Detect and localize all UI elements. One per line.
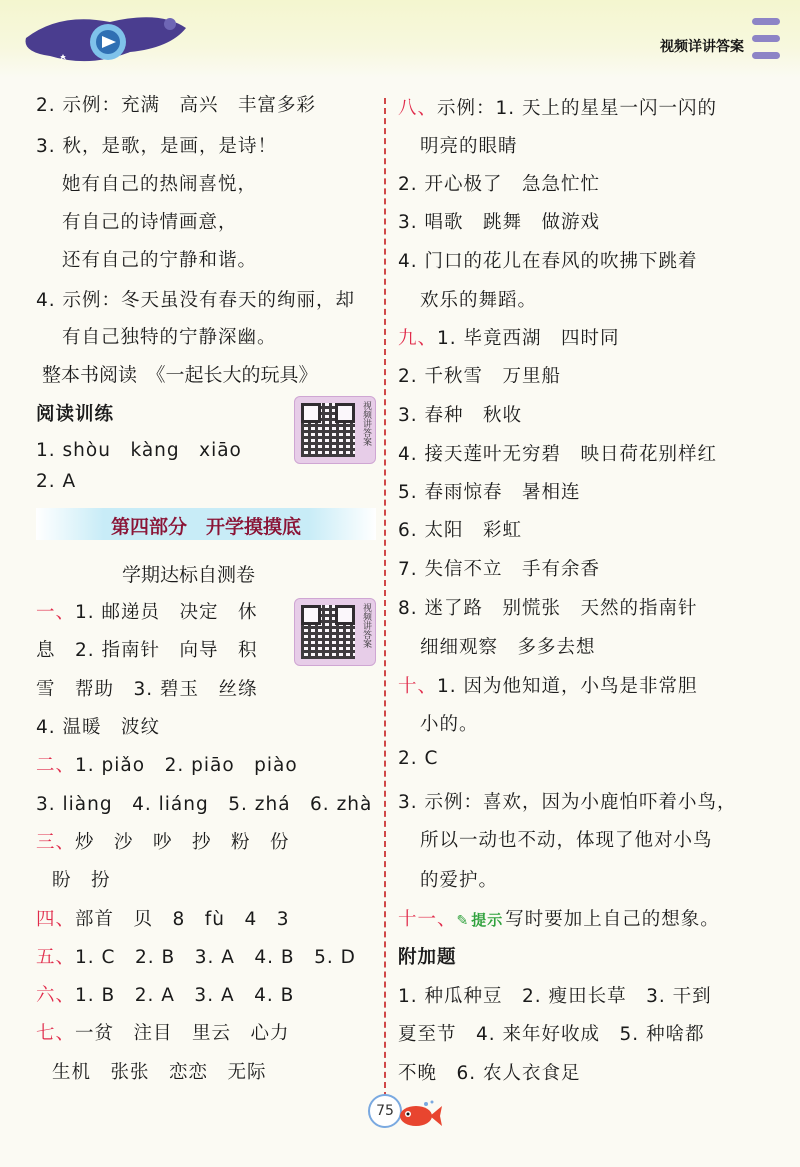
qr-code[interactable] xyxy=(294,396,376,464)
answer-line: 4. 接天莲叶无穷碧 映日荷花别样红 xyxy=(398,444,718,465)
answer-line: 6. 太阳 彩虹 xyxy=(398,520,523,541)
answer-line: 7. 失信不立 手有余香 xyxy=(398,559,601,580)
answer-line: 3. 春种 秋收 xyxy=(398,405,523,426)
answer-line: 1. 种瓜种豆 2. 瘦田长草 3. 干到 xyxy=(398,986,712,1007)
answer-line: 3. 秋，是歌，是画，是诗！ xyxy=(36,136,278,157)
answer-line: 2. 开心极了 急急忙忙 xyxy=(398,174,601,195)
answer-line: 3. 唱歌 跳舞 做游戏 xyxy=(398,212,601,233)
answer-line: 一、1. 邮递员 决定 休 xyxy=(36,602,258,623)
tip-icon: ✎ xyxy=(456,913,470,929)
header-title: 视频详讲答案 xyxy=(660,39,744,55)
answer-line: 六、1. B 2. A 3. A 4. B xyxy=(36,985,295,1006)
section-subtitle: 阅读训练 xyxy=(36,404,115,425)
column-divider xyxy=(384,98,386,1098)
answer-line: 4. 温暖 波纹 xyxy=(36,717,161,738)
answer-line: 息 2. 指南针 向导 积 xyxy=(36,640,258,661)
space-decoration-icon xyxy=(20,8,190,70)
answer-line: 细细观察 多多去想 xyxy=(420,637,596,658)
qr-code[interactable] xyxy=(294,598,376,666)
answer-line: 4. 示例：冬天虽没有春天的绚丽，却 xyxy=(36,290,356,311)
answer-line: 四、部首 贝 8 fù 4 3 xyxy=(36,909,290,930)
answer-line: 明亮的眼睛 xyxy=(420,136,518,157)
tip-label: 提示 xyxy=(471,911,504,929)
header-stripes xyxy=(752,18,780,70)
answer-line: 8. 迷了路 别慌张 天然的指南针 xyxy=(398,598,698,619)
answer-line: 3. 示例：喜欢，因为小鹿怕吓着小鸟， xyxy=(398,792,737,813)
qr-code-image xyxy=(301,403,355,457)
answer-line: 有自己独特的宁静深幽。 xyxy=(62,327,277,348)
answer-line: 5. 春雨惊春 暑相连 xyxy=(398,482,581,503)
page-number: 75 xyxy=(368,1094,402,1128)
answer-line: 生机 张张 恋恋 无际 xyxy=(52,1062,267,1083)
qr-label: 视频讲答案 xyxy=(361,603,371,648)
section-subtitle: 附加题 xyxy=(398,947,457,968)
answer-line: 有自己的诗情画意， xyxy=(62,212,238,233)
answer-line: 五、1. C 2. B 3. A 4. B 5. D xyxy=(36,947,356,968)
answer-line: 七、一贫 注目 里云 心力 xyxy=(36,1023,290,1044)
part-banner: 第四部分 开学摸摸底 xyxy=(36,508,376,540)
answer-line: 3. liàng 4. liáng 5. zhá 6. zhà xyxy=(36,794,373,815)
answer-line: 十一、✎ 提示 写时要加上自己的想象。 xyxy=(398,909,720,930)
answer-line: 的爱护。 xyxy=(420,870,499,891)
answer-line: 八、示例：1. 天上的星星一闪一闪的 xyxy=(398,98,718,119)
answer-line: 二、1. piǎo 2. piāo piào xyxy=(36,755,298,776)
qr-label: 视频讲答案 xyxy=(361,401,371,446)
qr-code-image xyxy=(301,605,355,659)
answer-line: 2. C xyxy=(398,748,439,769)
answer-line: 不晚 6. 农人衣食足 xyxy=(398,1063,581,1084)
answer-line: 她有自己的热闹喜悦， xyxy=(62,174,258,195)
answer-line: 三、炒 沙 吵 抄 粉 份 xyxy=(36,832,290,853)
answer-line: 欢乐的舞蹈。 xyxy=(420,290,538,311)
answer-line: 雪 帮助 3. 碧玉 丝绦 xyxy=(36,679,258,700)
answer-line: 2. A xyxy=(36,471,77,492)
exam-title: 学期达标自测卷 xyxy=(122,564,256,586)
answer-line: 2. 千秋雪 万里船 xyxy=(398,366,562,387)
answer-line: 九、1. 毕竟西湖 四时同 xyxy=(398,328,620,349)
fish-icon xyxy=(396,1100,442,1130)
answer-line: 1. shòu kàng xiāo xyxy=(36,440,242,461)
answer-line: 盼 扮 xyxy=(52,870,111,891)
answer-line: 夏至节 4. 来年好收成 5. 种啥都 xyxy=(398,1024,705,1045)
answer-line: 所以一动也不动，体现了他对小鸟 xyxy=(420,830,713,851)
answer-line: 还有自己的宁静和谐。 xyxy=(62,250,258,271)
answer-line: 小的。 xyxy=(420,714,479,735)
section-title: 整本书阅读 《一起长大的玩具》 xyxy=(42,364,318,386)
answer-line: 十、1. 因为他知道，小鸟是非常胆 xyxy=(398,676,698,697)
answer-line: 4. 门口的花儿在春风的吹拂下跳着 xyxy=(398,251,698,272)
answer-line: 2. 示例：充满 高兴 丰富多彩 xyxy=(36,95,317,116)
